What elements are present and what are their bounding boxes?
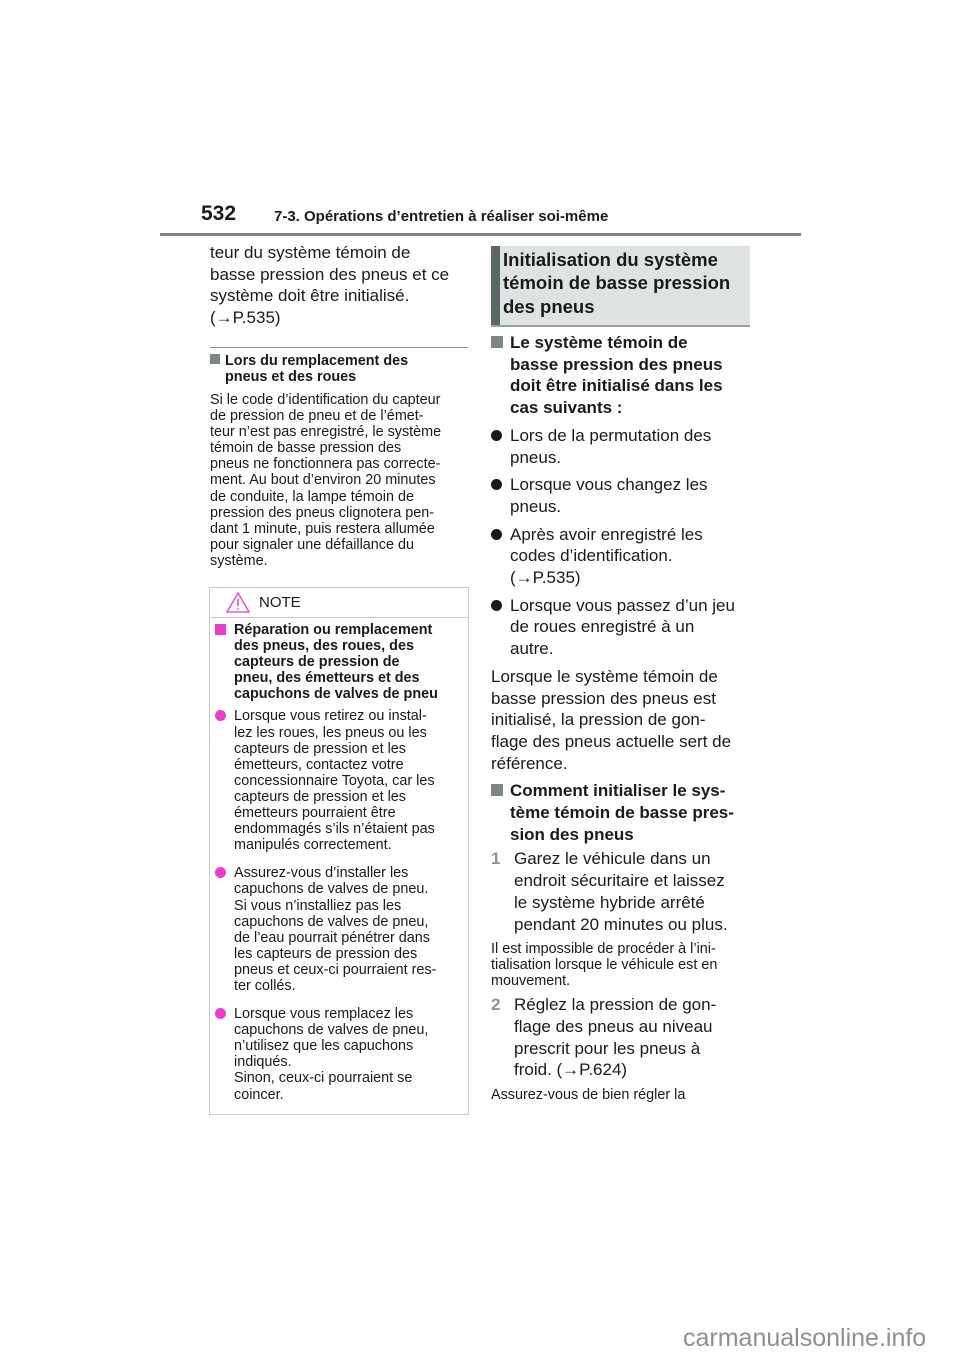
bullet-dot-icon bbox=[491, 479, 502, 490]
bullet-dot-icon bbox=[215, 867, 226, 878]
intro-paragraph: teur du système témoin de basse pression des pneus et ce système doit être initialisé. (→P.535) bbox=[210, 243, 450, 328]
note-item-text: Assurez-vous d’installer les capuchons de valves de pneu. Si vous n’installiez pas les capuchons de valves de pneu, de l’eau pourrait pénétrer dans les capteurs de pression des pneus et ceux-ci pourraient res- ter collés. bbox=[234, 865, 437, 994]
right-column bbox=[491, 332, 753, 1103]
watermark: carmanualsonline.info bbox=[683, 1324, 927, 1352]
bullet-text: Lorsque vous changez les pneus. bbox=[510, 475, 708, 516]
title-accent-bar bbox=[491, 246, 500, 325]
note-item bbox=[215, 865, 468, 994]
note-header bbox=[210, 588, 468, 618]
section-heading-text: Lors du remplacement des pneus et des roues bbox=[225, 353, 409, 386]
bullet-dot-icon bbox=[491, 600, 502, 611]
section-title: Initialisation du système témoin de basse pression des pneus bbox=[503, 249, 731, 317]
note-item-text: Lorsque vous retirez ou instal- lez les roues, les pneus ou les capteurs de pression et les émetteurs, contactez votre concessionnaire Toyota, car les capteurs de pression et les émetteurs pourraient être endommagés s’ils n’étaient pas manipulés correctement. bbox=[234, 708, 435, 854]
bullet-text: Lorsque vous passez d’un jeu de roues enregistré à un autre. bbox=[510, 595, 735, 659]
subheading bbox=[491, 780, 753, 845]
square-bullet-icon bbox=[210, 354, 220, 364]
chapter-title: 7-3. Opérations d’entretien à réaliser soi-même bbox=[274, 208, 609, 225]
subheading-text: Le système témoin de basse pression des pneus doit être initialisé dans les cas suivants : bbox=[510, 333, 723, 418]
section-heading bbox=[210, 353, 485, 385]
bullet-item bbox=[491, 524, 753, 589]
continued-text: Assurez-vous de bien régler la bbox=[491, 1087, 686, 1104]
bullet-item bbox=[491, 425, 753, 468]
step-text: Garez le véhicule dans un endroit sécuritaire et laissez le système hybride arrêté pendant 20 minutes ou plus. bbox=[514, 849, 728, 934]
bullet-dot-icon bbox=[491, 529, 502, 540]
step-text: Réglez la pression de gon- flage des pneus au niveau prescrit pour les pneus à froid. (→P.624) bbox=[514, 995, 717, 1080]
note-heading bbox=[215, 622, 468, 702]
note-label: NOTE bbox=[259, 594, 301, 611]
bullet-dot-icon bbox=[491, 430, 502, 441]
note-item bbox=[215, 1006, 468, 1103]
subheading bbox=[491, 332, 753, 419]
warning-icon bbox=[226, 592, 250, 613]
bullet-item bbox=[491, 474, 753, 517]
subheading-text: Comment initialiser le sys- tème témoin de basse pres- sion des pneus bbox=[510, 781, 734, 844]
page-number: 532 bbox=[201, 202, 237, 225]
divider bbox=[210, 347, 468, 348]
note-heading-text: Réparation ou remplacement des pneus, des roues, des capteurs de pression de pneu, des émetteurs et des capuchons de valves de pneu bbox=[234, 622, 438, 703]
note-box bbox=[209, 587, 469, 1115]
step-note: Il est impossible de procéder à l’ini- tialisation lorsque le véhicule est en mouvement. bbox=[491, 941, 718, 990]
section-title-box bbox=[491, 246, 750, 327]
square-bullet-icon bbox=[215, 624, 226, 635]
step-1 bbox=[491, 848, 753, 935]
bullet-text: Lors de la permutation des pneus. bbox=[510, 425, 712, 467]
note-item-text: Lorsque vous remplacez les capuchons de valves de pneu, n’utilisez que les capuchons indiqués. Sinon, ceux-ci pourraient se coincer. bbox=[234, 1006, 429, 1103]
bullet-dot-icon bbox=[215, 1008, 226, 1019]
square-bullet-icon bbox=[491, 336, 503, 348]
step-number: 2 bbox=[491, 995, 501, 1015]
square-bullet-icon bbox=[491, 784, 503, 796]
header-rule bbox=[160, 233, 801, 236]
paragraph: Lorsque le système témoin de basse pression des pneus est initialisé, la pression de gon- flage des pneus actuelle sert de référence. bbox=[491, 666, 732, 773]
bullet-dot-icon bbox=[215, 710, 226, 721]
section-body: Si le code d’identification du capteur de pression de pneu et de l’émet- teur n’est pas enregistré, le système témoin de basse pression des pneus ne fonctionnera pas correcte- ment. Au bout d’environ 20 minutes de conduite, la lampe témoin de pression des pneus clignotera pen- dant 1 minute, puis restera allumée pour signaler une défaillance du système. bbox=[210, 392, 442, 569]
step-2 bbox=[491, 994, 753, 1081]
step-number: 1 bbox=[491, 849, 501, 869]
bullet-text: Après avoir enregistré les codes d’identification. (→P.535) bbox=[510, 524, 703, 588]
bullet-item bbox=[491, 595, 753, 660]
note-item bbox=[215, 708, 468, 853]
